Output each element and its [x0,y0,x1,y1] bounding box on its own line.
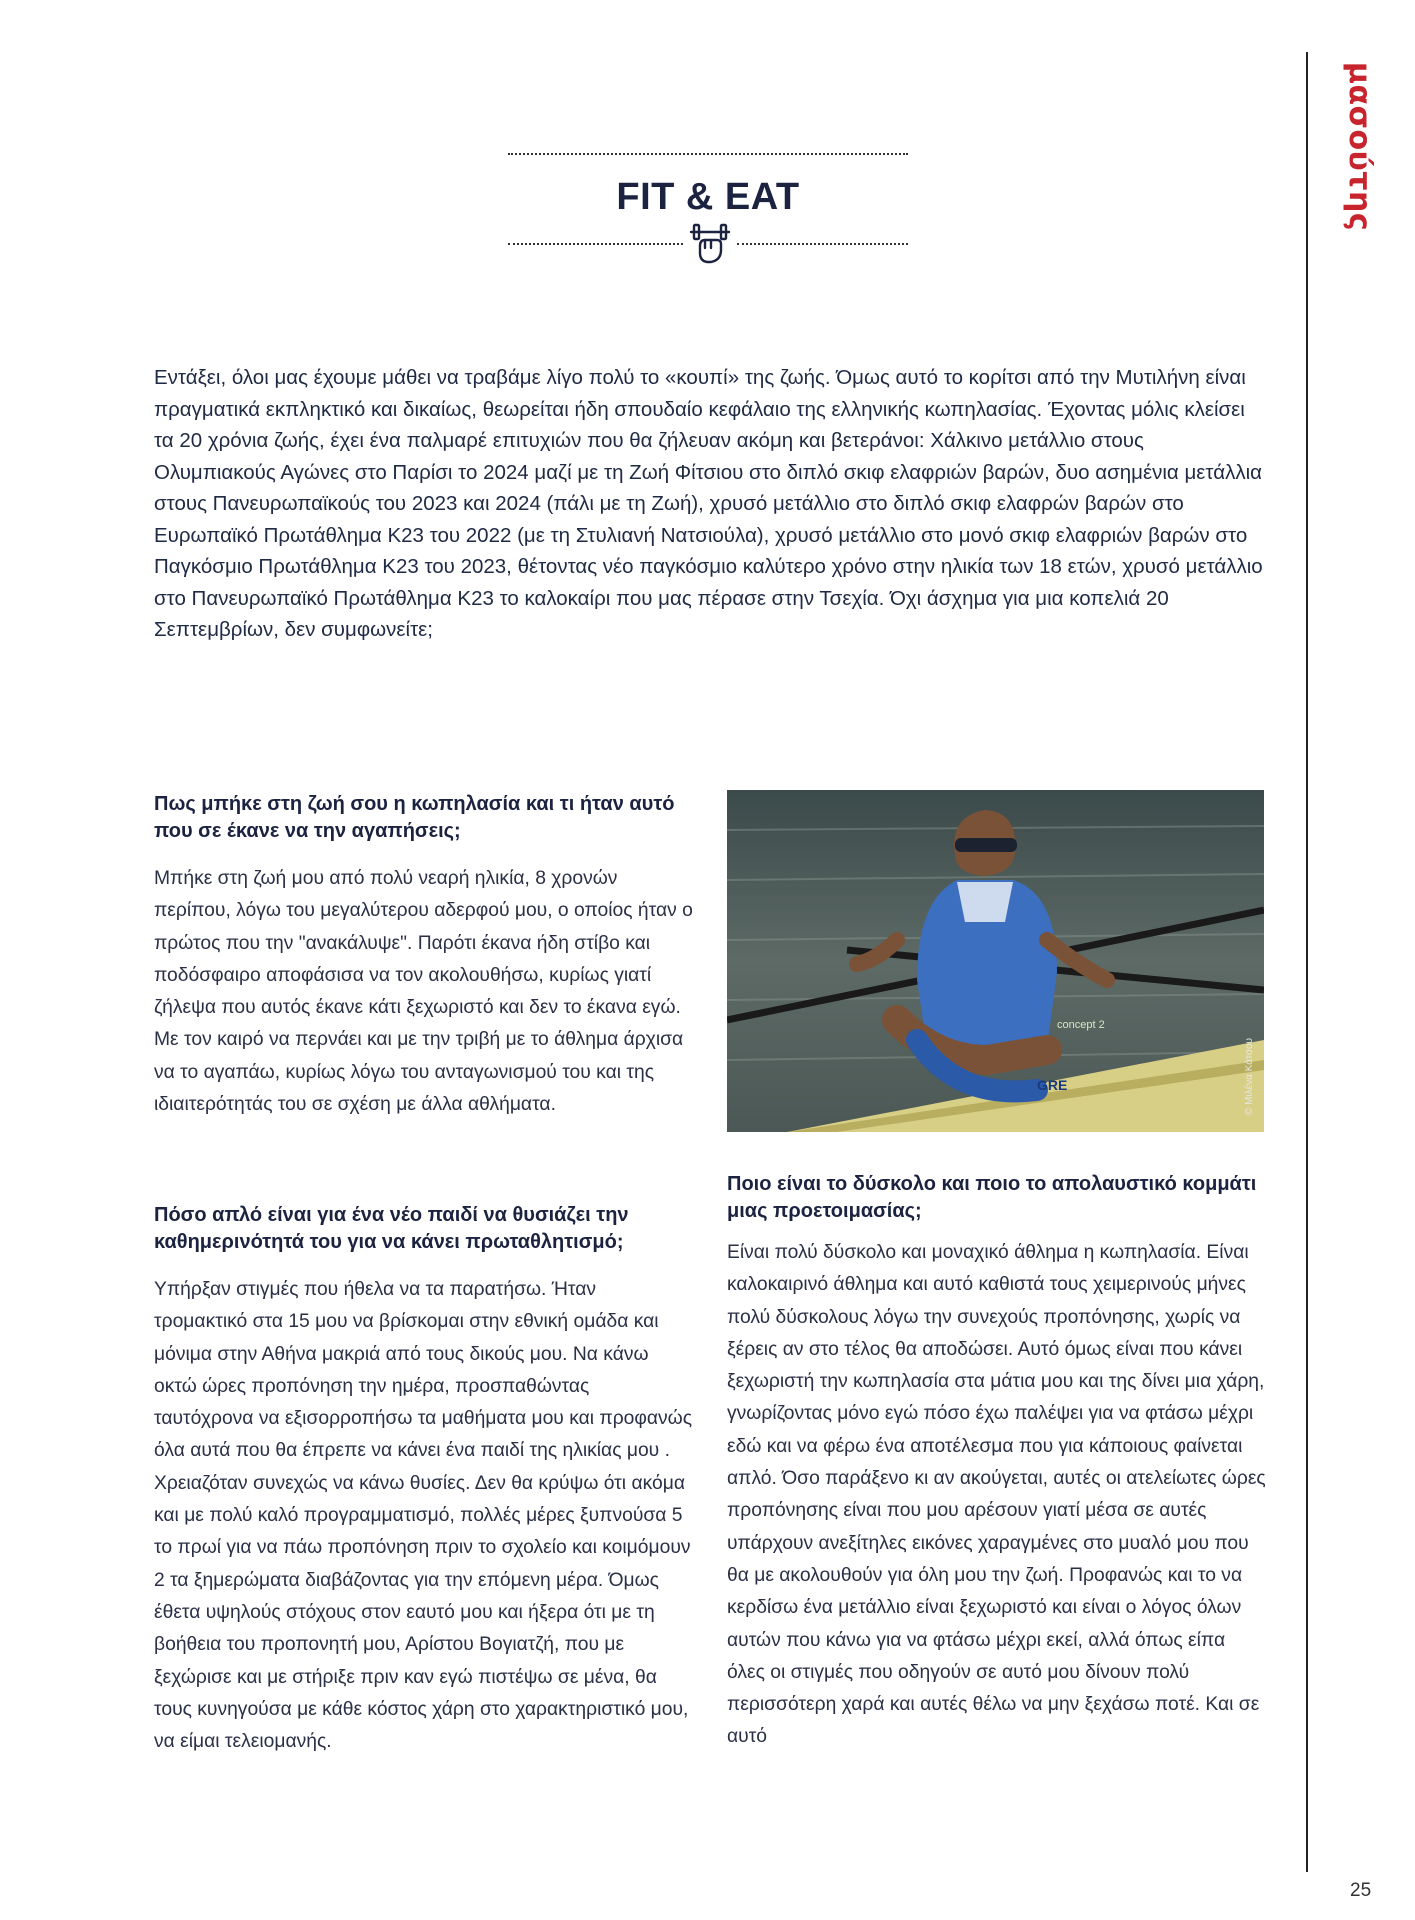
top-dotted-divider [508,153,908,155]
qa-block-3 [727,1171,1267,1754]
bottom-dotted-divider-left [508,243,683,245]
oar-label: concept 2 [1057,1019,1105,1031]
page-number: 25 [1350,1880,1372,1901]
answer-paragraph: Μπήκε στη ζωή μου από πολύ νεαρή ηλικία, 8 χρονών περίπου, λόγω του μεγαλύτερου αδερφού μου, ο οποίος ήταν ο πρώτος που την "ανακάλυψε". Παρότι έκανα ήδη στίβο και ποδόσφαιρο αποφάσισα να τον ακολουθήσω, κυρίως γιατί ζήλεψα που αυτός έκανε κάτι ξεχωριστό και δεν το έκανα εγώ. Με τον καιρό να περνάει και με την τριβή με το άθλημα άρχισα να το αγαπάω, κυρίως λόγω του ανταγωνισμού του και της ιδιαιτερότητάς του σε σχέση με άλλα αθλήματα. [154,868,693,1116]
qa-block-1 [154,791,694,1121]
question-heading: Πόσο απλό είναι για ένα νέο παιδί να θυσιάζει την καθημερινότητά του για να κάνει πρωταθλητισμό; [154,1204,629,1253]
brand-logo: μασούτης [1342,61,1378,231]
bottom-dotted-divider-right [737,243,908,245]
dumbbell-hand-icon [688,222,732,266]
boat-label: GRE [1037,1077,1068,1093]
section-title: FIT & EAT [616,176,800,218]
question-heading: Πως μπήκε στη ζωή σου η κωπηλασία και τι ήταν αυτό που σε έκανε να την αγαπήσεις; [154,793,675,842]
rower-photo [727,790,1264,1132]
answer-paragraph: Είναι πολύ δύσκολο και μοναχικό άθλημα η κωπηλασία. Είναι καλοκαιρινό άθλημα και αυτό καθιστά τους χειμερινούς μήνες πολύ δύσκολους λόγω την συνεχούς προπόνησης, χωρίς να ξέρεις αν στο τέλος θα αποδώσει. Αυτό όμως είναι που κάνει ξεχωριστή την κωπηλασία στα μάτια μου και της δίνει μια χάρη, γνωρίζοντας μόνο εγώ πόσο έχω παλέψει για να φτάσω μέχρι εδώ και να φέρω ένα αποτέλεσμα που για κάποιους φαίνεται απλό. Όσο παράξενο κι αν ακούγεται, αυτές οι ατελείωτες ώρες προπόνησης είναι που μου αρέσουν γιατί μέσα σε αυτές υπάρχουν ανεξίτηλες εικόνες χαραγμένες στο μυαλό μου που θα με ακολουθούν για όλη μου την ζωή. Προφανώς και το να κερδίσω ένα μετάλλιο είναι ξεχωριστό και είναι ο λόγος όλων αυτών που κάνω για να φτάσω μέχρι εκεί, αλλά όπως είπα όλες οι στιγμές που οδηγούν σε αυτό μου δίνουν πολύ περισσότερη χαρά και αυτές θέλω να μην ξεχάσω ποτέ. Και σε αυτό [727,1242,1266,1748]
qa-block-2 [154,1202,694,1758]
answer-paragraph: Υπήρξαν στιγμές που ήθελα να τα παρατήσω. Ήταν τρομακτικό στα 15 μου να βρίσκομαι στην εθνική ομάδα και μόνιμα στην Αθήνα μακριά από τους δικούς μου. Να κάνω οκτώ ώρες προπόνηση την ημέρα, προσπαθώντας ταυτόχρονα να εξισορροπήσω τα μαθήματα μου και προφανώς όλα αυτά που θα έπρεπε να κάνει ένα παιδί της ηλικίας μου . Χρειαζόταν συνεχώς να κάνω θυσίες. Δεν θα κρύψω ότι ακόμα και με πολύ καλό προγραμματισμό, πολλές μέρες ξυπνούσα 5 το πρωί για να πάω προπόνηση πριν το σχολείο και κοιμόμουν 2 τα ξημερώματα διαβάζοντας για την επόμενη μέρα. Όμως έθετα υψηλούς στόχους στον εαυτό μου και ήξερα ότι με τη βοήθεια του προπονητή μου, Αρίστου Βογιατζή, που με ξεχώρισε και με στήριξε πριν καν εγώ πιστέψω σε μένα, θα τους κυνηγούσα με κάθε κόστος χάρη στο χαρακτηριστικό μου, να είμαι τελειομανής. [154,1279,693,1753]
photo-credit: © Μιλένα Κάτσου [1244,1037,1256,1115]
margin-rule [1306,52,1308,1872]
question-heading: Ποιο είναι το δύσκολο και ποιο το απολαυστικό κομμάτι μιας προετοιμασίας; [727,1173,1257,1222]
intro-paragraph: Εντάξει, όλοι μας έχουμε μάθει να τραβάμε λίγο πολύ το «κουπί» της ζωής. Όμως αυτό το κορίτσι από την Μυτιλήνη είναι πραγματικά εκπληκτικό και δικαίως, θεωρείται ήδη σπουδαίο κεφάλαιο της ελληνικής κωπηλασίας. Έχοντας μόλις κλείσει τα 20 χρόνια ζωής, έχει ένα παλμαρέ επιτυχιών που θα ζήλευαν ακόμη και βετεράνοι: Χάλκινο μετάλλιο στους Ολυμπιακούς Αγώνες στο Παρίσι το 2024 μαζί με τη Ζωή Φίτσιου στο διπλό σκιφ ελαφριών βαρών, δυο ασημένια μετάλλια στους Πανευρωπαϊκούς του 2023 και 2024 (πάλι με τη Ζωή), χρυσό μετάλλιο στο διπλό σκιφ ελαφρών βαρών στο Ευρωπαϊκό Πρωτάθλημα Κ23 του 2022 (με τη Στυλιανή Νατσιούλα), χρυσό μετάλλιο στο μονό σκιφ ελαφριών βαρών στο Παγκόσμιο Πρωτάθλημα Κ23 του 2023, θέτοντας νέο παγκόσμιο καλύτερο χρόνο στην ηλικία των 18 ετών, χρυσό μετάλλιο στο Πανευρωπαϊκό Πρωτάθλημα Κ23 το καλοκαίρι που μας πέρασε στην Τσεχία. Όχι άσχημα για μια κοπελιά 20 Σεπτεμβρίων, δεν συμφωνείτε; [154,366,1263,641]
